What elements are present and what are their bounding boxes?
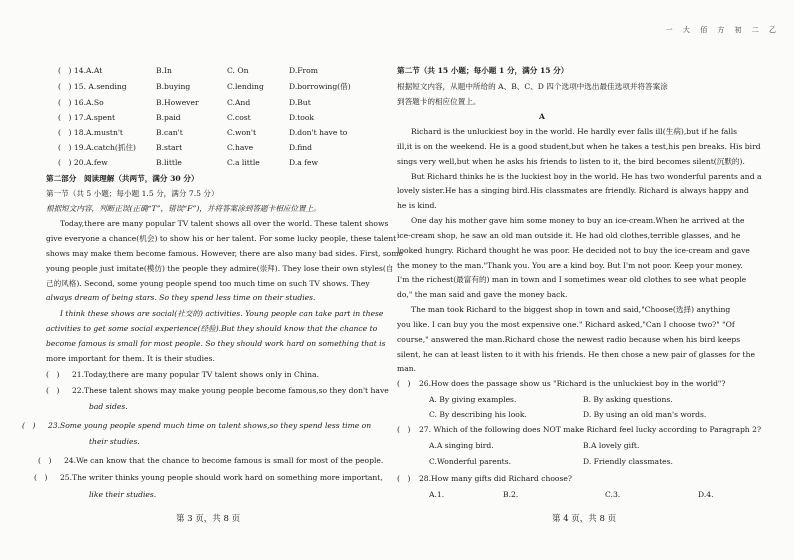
- option-a: ( ) 18.A.mustn't: [58, 128, 123, 137]
- passage-line: young people just imitate(模仿) the people they admire(崇拜). They lose their own styles(自: [46, 264, 394, 273]
- passage-line: I'm the richest(最富有的) man in town and I sometimes wear old clothes to see what people: [397, 275, 747, 284]
- passage-line: do," the man said and gave the money back.: [397, 290, 568, 299]
- right-page: [397, 0, 794, 560]
- passage-line: man.: [397, 364, 417, 373]
- passage-line: ill,it is on the weekend. He is a good student,but when he takes a test,his pen breaks. His bird: [397, 142, 761, 151]
- option-a[interactable]: A.A singing bird.: [429, 441, 494, 450]
- option-a: ( ) 14.A.At: [58, 66, 103, 75]
- option-a: ( ) 17.A.spent: [58, 113, 116, 122]
- question-text: 25.The writer thinks young people should work hard on something more important,: [59, 473, 383, 482]
- question-text: 21.Today,there are many popular TV talent shows only in China.: [71, 370, 319, 379]
- answer-bracket[interactable]: ( ): [397, 379, 411, 388]
- passage-line: lovely sister.He has a singing bird.His classmates are friendly. Richard is always happy and: [397, 186, 749, 195]
- option-b: B.However: [156, 98, 199, 107]
- question-text: 26.How does the passage show us "Richard is the unluckiest boy in the world"?: [418, 379, 726, 388]
- option-b: B.buying: [156, 82, 191, 91]
- page-number: 第 4 页，共 8 页: [552, 514, 617, 524]
- option-b: B.little: [156, 158, 182, 167]
- passage-label: A: [539, 112, 545, 121]
- passage-line: sings very well,but when he asks his friends to listen to it, the bird becomes silent(沉默的).: [397, 157, 745, 166]
- option-d: D.don't have to: [289, 128, 348, 137]
- instruction: 根据短文内容，从题中所给的 A、B、C、D 四个选项中选出最佳选项并将答案涂: [397, 82, 668, 91]
- passage-line: shows may make them become famous. However, there are also many bad sides. First, some: [46, 249, 404, 258]
- question-25: [34, 473, 383, 482]
- question-28: [397, 474, 572, 483]
- option-d: D.But: [289, 98, 311, 107]
- answer-bracket[interactable]: ( ): [22, 421, 36, 430]
- instruction: 根据短文内容，判断正误(正确“T”，错误“F”)，并将答案涂到答题卡相应位置上。: [46, 204, 321, 213]
- option-d: D.took: [289, 113, 315, 122]
- passage-line: he is kind.: [397, 201, 437, 210]
- answer-bracket[interactable]: ( ): [397, 474, 411, 483]
- answer-bracket[interactable]: ( ): [397, 425, 411, 434]
- question-text: 22.These talent shows may make young people become famous,so they don't have: [71, 386, 389, 395]
- question-22: [46, 386, 389, 395]
- passage-line: The man took Richard to the biggest shop in town and said,"Choose(选择) anything: [411, 305, 731, 314]
- passage-line: Today,there are many popular TV talent shows all over the world. These talent shows: [60, 219, 389, 228]
- option-a: ( ) 20.A.few: [58, 158, 108, 167]
- option-b: B.start: [156, 143, 183, 152]
- option-c[interactable]: C. By describing his look.: [429, 410, 527, 419]
- question-26: [397, 379, 726, 388]
- option-b: B.can't: [156, 128, 183, 137]
- passage-line: One day his mother gave him some money to buy an ice-cream.When he arrived at the: [411, 216, 745, 225]
- section-title: 第一节（共 5 小题；每小题 1.5 分，满分 7.5 分）: [46, 189, 219, 198]
- passage-line: the money to the man."Thank you. You are a kind boy. But I'm not poor. Keep your money.: [397, 261, 743, 270]
- option-a[interactable]: A.1.: [429, 490, 445, 499]
- option-row: [44, 128, 384, 140]
- option-a: ( ) 16.A.So: [58, 98, 104, 107]
- question-text: 27. Which of the following does NOT make Richard feel lucky according to Paragraph 2?: [418, 425, 762, 434]
- question-text-cont: their studies.: [89, 437, 140, 446]
- passage-line: I think these shows are social(社交的) activities. Young people can take part in these: [60, 309, 384, 318]
- option-row: [44, 113, 384, 125]
- option-c: C.have: [227, 143, 254, 152]
- question-text: 23.Some young people spend much time on talent shows,so they spend less time on: [47, 421, 372, 430]
- corner-mark: 一 大 佰 方 初 二 乙: [665, 26, 780, 34]
- passage-line: more important for them. It is their studies.: [46, 354, 215, 363]
- passage-line: become famous is small for most people. So they should work hard on something that is: [46, 339, 386, 348]
- passage-line: 己的风格). Second, some young people spend too much time on such TV shows. They: [46, 279, 370, 288]
- option-d: D.borrowing(借): [289, 82, 351, 91]
- question-text: 24.We can know that the chance to become famous is small for most of the people.: [63, 456, 384, 465]
- passage-line: looked hungry. Richard thought he was poor. He decided not to buy the ice-cream and gave: [397, 246, 750, 255]
- option-d[interactable]: D. Friendly classmates.: [583, 457, 673, 466]
- option-b: B.In: [156, 66, 172, 75]
- answer-bracket[interactable]: ( ): [38, 456, 52, 465]
- question-text-cont: bad sides.: [89, 402, 128, 411]
- option-b[interactable]: B.A lovely gift.: [583, 441, 640, 450]
- question-24: [38, 456, 383, 465]
- option-d[interactable]: D. By using an old man's words.: [583, 410, 707, 419]
- option-d: D.a few: [289, 158, 318, 167]
- page-number: 第 3 页，共 8 页: [176, 514, 241, 524]
- option-c: C.And: [227, 98, 251, 107]
- question-27: [397, 425, 761, 434]
- option-a: ( ) 15. A.sending: [58, 82, 127, 91]
- passage-line: always dream of being stars. So they spend less time on their studies.: [46, 293, 316, 302]
- option-c[interactable]: C.3.: [605, 490, 621, 499]
- passage-line: activities to get some social experience(经验).But they should know that the chance to: [46, 324, 378, 333]
- option-c: C.a little: [227, 158, 260, 167]
- answer-bracket[interactable]: ( ): [46, 386, 60, 395]
- passage-line: ice-cream shop, he saw an old man outside it. He had old clothes,terrible glasses, and he: [397, 231, 741, 240]
- option-c: C.won't: [227, 128, 257, 137]
- option-row: [44, 158, 384, 170]
- option-row: [44, 98, 384, 110]
- answer-bracket[interactable]: ( ): [34, 473, 48, 482]
- section-title: 第二节（共 15 小题；每小题 1 分，满分 15 分）: [397, 66, 569, 75]
- question-23: [22, 421, 371, 430]
- option-c: C. On: [227, 66, 249, 75]
- option-row: [44, 82, 384, 94]
- option-c: C.cost: [227, 113, 251, 122]
- option-c: C.lending: [227, 82, 264, 91]
- option-c[interactable]: C.Wonderful parents.: [429, 457, 511, 466]
- instruction: 到答题卡的相应位置上。: [397, 97, 481, 106]
- passage-line: But Richard thinks he is the luckiest boy in the world. He has two wonderful parents and a: [411, 172, 762, 181]
- option-a[interactable]: A. By giving examples.: [429, 395, 517, 404]
- option-b: B.paid: [156, 113, 181, 122]
- question-text-cont: like their studies.: [89, 490, 157, 499]
- question-text: 28.How many gifts did Richard choose?: [418, 474, 572, 483]
- part-title: 第二部分 阅读理解（共两节，满分 30 分）: [46, 174, 199, 183]
- option-a: ( ) 19.A.catch(抓住): [58, 143, 136, 152]
- passage-line: silent, he can at least listen to it with his friends. He then chose a new pair of glasses for the: [397, 350, 755, 359]
- option-b[interactable]: B. By asking questions.: [583, 395, 673, 404]
- passage-line: course," answered the man.Richard chose the newest radio because when his bird keeps: [397, 335, 741, 344]
- option-d: D.From: [289, 66, 318, 75]
- passage-line: Richard is the unluckiest boy in the world. He hardly ever falls ill(生病),but if he falls: [411, 127, 738, 136]
- passage-line: you like. I can buy you the most expensive one." Richard asked,"Can I choose two?" "Of: [397, 320, 735, 329]
- answer-bracket[interactable]: ( ): [46, 370, 60, 379]
- option-d[interactable]: D.4.: [698, 490, 714, 499]
- question-21: [46, 370, 319, 379]
- option-d: D.find: [289, 143, 313, 152]
- option-row: [44, 66, 384, 78]
- option-row: [44, 143, 384, 155]
- option-b[interactable]: B.2.: [503, 490, 519, 499]
- passage-line: give everyone a chance(机会) to show his or her talent. For some lucky people, these talent: [46, 234, 397, 243]
